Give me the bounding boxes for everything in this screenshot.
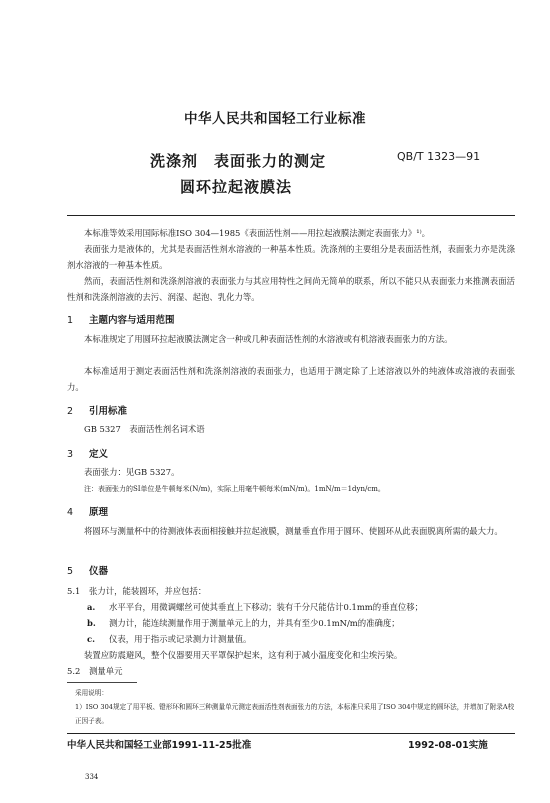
section-number: 3 xyxy=(67,449,74,460)
section-3-heading xyxy=(67,446,108,460)
intro-paragraph-3: 然而，表面活性剂和洗涤剂溶液的表面张力与其应用特性之间尚无简单的联系，所以不能只从表面张力来推测表面活性剂和洗涤剂溶液的去污、润湿、起泡、乳化力等。 xyxy=(67,276,515,302)
section-2-heading xyxy=(67,403,127,417)
section-1-paragraph-2: 本标准适用于测定表面活性剂和洗涤剂溶液的表面张力，也适用于测定除了上述溶液以外的纯液体或溶液的表面张力。 xyxy=(67,366,515,392)
section-2-reference: GB 5327 表面活性剂名词术语 xyxy=(84,424,205,434)
section-5-heading xyxy=(67,563,108,577)
list-item-label: b. xyxy=(87,618,96,628)
clause-text: 张力计，能装圆环，并应包括： xyxy=(89,586,207,596)
section-3-definition: 表面张力：见GB 5327。 xyxy=(84,467,180,477)
standard-number: QB/T 1323—91 xyxy=(397,150,481,163)
approval-date: 中华人民共和国轻工业部1991-11-25批准 xyxy=(67,740,252,751)
footer-divider xyxy=(67,733,515,734)
intro-paragraph-1: 本标准等效采用国际标准ISO 304—1985《表面活性剂——用拉起液膜法测定表面张力》¹⁾。 xyxy=(84,228,431,238)
clause-text: 测量单元 xyxy=(89,666,123,676)
list-item-a xyxy=(67,599,515,615)
section-title: 原理 xyxy=(89,507,109,518)
clause-5-2 xyxy=(67,663,515,679)
section-number: 4 xyxy=(67,507,74,518)
section-3-note: 注：表面张力的SI单位是牛顿每米(N/m)，实际上用毫牛顿每米(mN/m)。1mN/m＝1dyn/cm。 xyxy=(84,485,385,493)
section-title: 主题内容与适用范围 xyxy=(89,315,175,326)
list-item-b xyxy=(67,615,515,631)
issuing-body-header: 中华人民共和国轻工行业标准 xyxy=(184,111,366,127)
intro-paragraph-2: 表面张力是液体的，尤其是表面活性剂水溶液的一种基本性质。洗涤剂的主要组分是表面活性剂，表面张力亦是洗涤剂水溶液的一种基本性质。 xyxy=(67,244,515,270)
footnote-title: 采用说明： xyxy=(75,689,108,697)
section-1-paragraph-1: 本标准规定了用圆环拉起液膜法测定含一种或几种表面活性剂的水溶液或有机溶液表面张力的方法。 xyxy=(84,334,453,344)
clause-number: 5.1 xyxy=(67,586,81,596)
section-4-paragraph: 将圆环与测量杯中的待测液体表面相接触并拉起液膜，测量垂直作用于圆环、使圆环从此表面脱离所需的最大力。 xyxy=(84,526,503,536)
list-item-label: a. xyxy=(87,602,96,612)
section-title: 仪器 xyxy=(89,566,109,577)
title-line-2: 圆环拉起液膜法 xyxy=(180,178,293,196)
section-number: 2 xyxy=(67,406,74,417)
footnote-divider xyxy=(67,682,137,683)
section-5-paragraph: 装置应防震避风，整个仪器要用天平罩保护起来，这有利于减小温度变化和尘埃污染。 xyxy=(84,650,403,660)
implementation-date: 1992-08-01实施 xyxy=(408,740,488,751)
section-1-heading xyxy=(67,312,175,326)
clause-5-1 xyxy=(67,583,515,599)
list-item-text: 仪表，用于指示或记录测力计测量值。 xyxy=(109,634,252,644)
section-number: 1 xyxy=(67,315,74,326)
section-title: 引用标准 xyxy=(89,406,128,417)
list-item-text: 水平平台，用微调螺丝可使其垂直上下移动；装有千分尺能估计0.1mm的垂直位移； xyxy=(109,602,423,612)
footnote-text: 1）ISO 304规定了用平板、镫形环和圆环三种测量单元测定表面活性剂表面张力的方法，本标准只采用了ISO 304中规定的圆环法，并增加了附录A校正因子表。 xyxy=(75,703,515,725)
section-title: 定义 xyxy=(89,449,109,460)
list-item-text: 测力计，能连续测量作用于测量单元上的力，并具有至少0.1mN/m的准确度； xyxy=(109,618,400,628)
section-4-heading xyxy=(67,504,108,518)
list-item-c xyxy=(67,631,515,647)
title-divider xyxy=(67,215,515,216)
page-number: 334 xyxy=(85,773,99,781)
list-item-label: c. xyxy=(87,634,96,644)
clause-number: 5.2 xyxy=(67,666,81,676)
section-number: 5 xyxy=(67,566,74,577)
title-line-1: 洗涤剂 表面张力的测定 xyxy=(150,152,327,170)
